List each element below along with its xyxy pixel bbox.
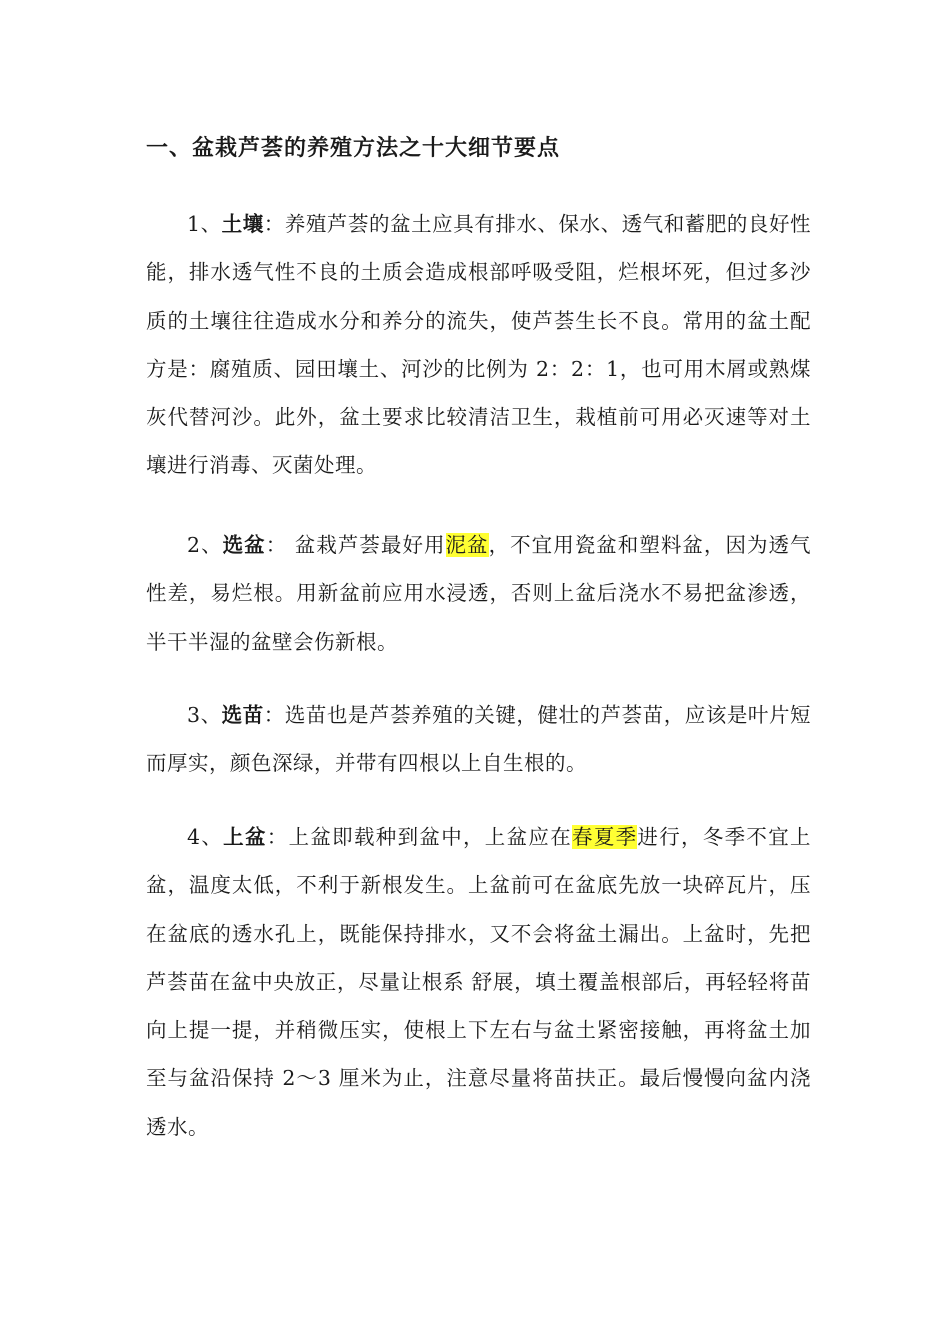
section-colon: ：	[263, 703, 285, 727]
section-text: 选苗也是芦荟养殖的关键，健壮的芦荟苗，应该是叶片短而厚实，颜色深绿，并带有四根以上自生根的。	[146, 703, 812, 776]
section-text-continued: ，不宜用瓷盆和塑料盆，因为透气性差，易烂根。用新盆前应用水浸透，否则上盆后浇水不易把盆渗透，半干半湿的盆壁会伤新根。	[146, 533, 812, 654]
section-number: 2、	[187, 533, 223, 557]
section-colon: ：	[266, 825, 289, 849]
section-number: 3、	[187, 703, 222, 727]
section-potting	[146, 813, 811, 1151]
section-pot	[146, 521, 811, 666]
section-label: 选苗	[221, 703, 264, 727]
section-number: 4、	[187, 825, 224, 849]
section-label: 选盆	[222, 533, 266, 557]
highlighted-text: 春夏季	[572, 825, 638, 849]
section-soil	[146, 200, 811, 490]
section-seedling	[146, 691, 811, 788]
highlighted-text: 泥盆	[445, 533, 489, 557]
document-title: 一、盆栽芦荟的养殖方法之十大细节要点	[146, 135, 561, 161]
section-text: 上盆即载种到盆中，上盆应在	[288, 825, 573, 849]
section-text-continued: 进行，冬季不宜上盆，温度太低，不利于新根发生。上盆前可在盆底先放一块碎瓦片，压在盆底的透水孔上，既能保持排水，又不会将盆土漏出。上盆时，先把芦荟苗在盆中央放正，尽量让根系 舒展，填土覆盖根部后，再轻轻将苗向上提一提，并稍微压实，使根上下左右与盆土紧密接触，再将盆土加至与盆沿保持 2～3 厘米为止，注意尽量将苗扶正。最后慢慢向盆内浇透水。	[146, 825, 812, 1139]
section-number: 1、	[187, 212, 222, 236]
section-colon: ：	[265, 533, 288, 557]
section-label: 土壤	[221, 212, 264, 236]
section-label: 上盆	[223, 825, 267, 849]
section-text: 养殖芦荟的盆土应具有排水、保水、透气和蓄肥的良好性能，排水透气性不良的土质会造成根部呼吸受阻，烂根坏死，但过多沙质的土壤往往造成水分和养分的流失，使芦荟生长不良。常用的盆土配方是：腐殖质、园田壤土、河沙的比例为 2：2：1，也可用木屑或熟煤灰代替河沙。此外，盆土要求比较清洁卫生，栽植前可用必灭速等对土壤进行消毒、灭菌处理。	[146, 212, 812, 478]
section-text: 盆栽芦荟最好用	[287, 533, 446, 557]
section-colon: ：	[263, 212, 285, 236]
